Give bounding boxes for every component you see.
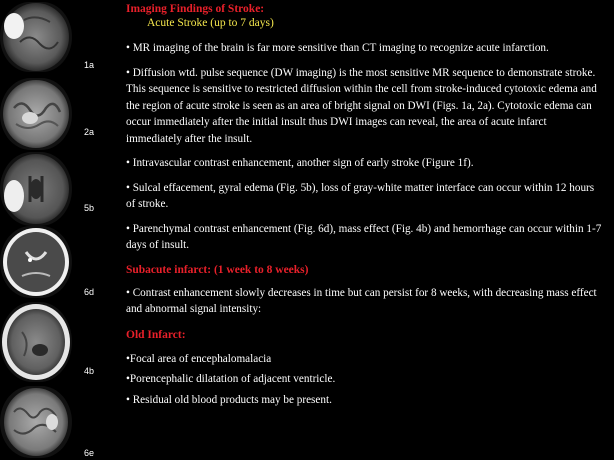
bullet-residual-blood: • Residual old blood products may be present.: [126, 393, 332, 406]
slide-text: [126, 2, 604, 408]
figure-label-6d: 6d: [84, 287, 95, 297]
figure-label-1a: 1a: [84, 60, 95, 70]
figure-label-5b: 5b: [84, 203, 95, 213]
mri-image-2a: [0, 78, 72, 150]
section-title-old-infarct: Old Infarct:: [126, 328, 186, 341]
bullet-diffusion-weighted: • Diffusion wtd. pulse sequence (DW imaging) is the most sensitive MR sequence to demonstrate stroke. This sequence is sensitive to restricted diffusion within the cell from stroke-induced cytotoxic edema and the region of acute stroke is seen as an area of bright signal on DWI (Figs. 1a, 2a). Cytotoxic edema can occur immediately after the initial insult thus DWI images can reveal, the area of acute infarct immediately after the insult.: [126, 66, 597, 145]
section-subtitle-acute-stroke: Acute Stroke (up to 7 days): [147, 17, 274, 29]
section-title-subacute-infarct: Subacute infarct: (1 week to 8 weeks): [126, 263, 309, 276]
bullet-sulcal-effacement: • Sulcal effacement, gyral edema (Fig. 5b), loss of gray-white matter interface can occur within 12 hours of stroke.: [126, 181, 595, 210]
bullet-contrast-decrease: • Contrast enhancement slowly decreases in time but can persist for 8 weeks, with decreasing mass effect and abnormal signal intensity:: [126, 286, 597, 315]
mri-image-4b: [0, 302, 72, 382]
bullet-porencephalic-dilatation: •Porencephalic dilatation of adjacent ventricle.: [126, 373, 336, 385]
mri-image-5b: [0, 152, 72, 226]
mri-image-1a: [0, 2, 72, 72]
figure-label-4b: 4b: [84, 366, 95, 376]
thumbnail-column: [0, 0, 120, 460]
bullet-mr-sensitivity: • MR imaging of the brain is far more sensitive than CT imaging to recognize acute infarction.: [126, 42, 549, 54]
bullet-parenchymal-enhancement: • Parenchymal contrast enhancement (Fig. 6d), mass effect (Fig. 4b) and hemorrhage can occur within 1-7 days of insult.: [126, 222, 602, 251]
mri-image-6e: [0, 386, 72, 458]
section-title-imaging-findings: Imaging Findings of Stroke:: [126, 3, 265, 15]
bullet-intravascular-enhancement: • Intravascular contrast enhancement, another sign of early stroke (Figure 1f).: [126, 157, 474, 169]
figure-label-6e: 6e: [84, 448, 95, 458]
bullet-encephalomalacia: •Focal area of encephalomalacia: [126, 352, 272, 365]
mri-image-6d: [0, 226, 72, 298]
figure-label-2a: 2a: [84, 127, 95, 137]
